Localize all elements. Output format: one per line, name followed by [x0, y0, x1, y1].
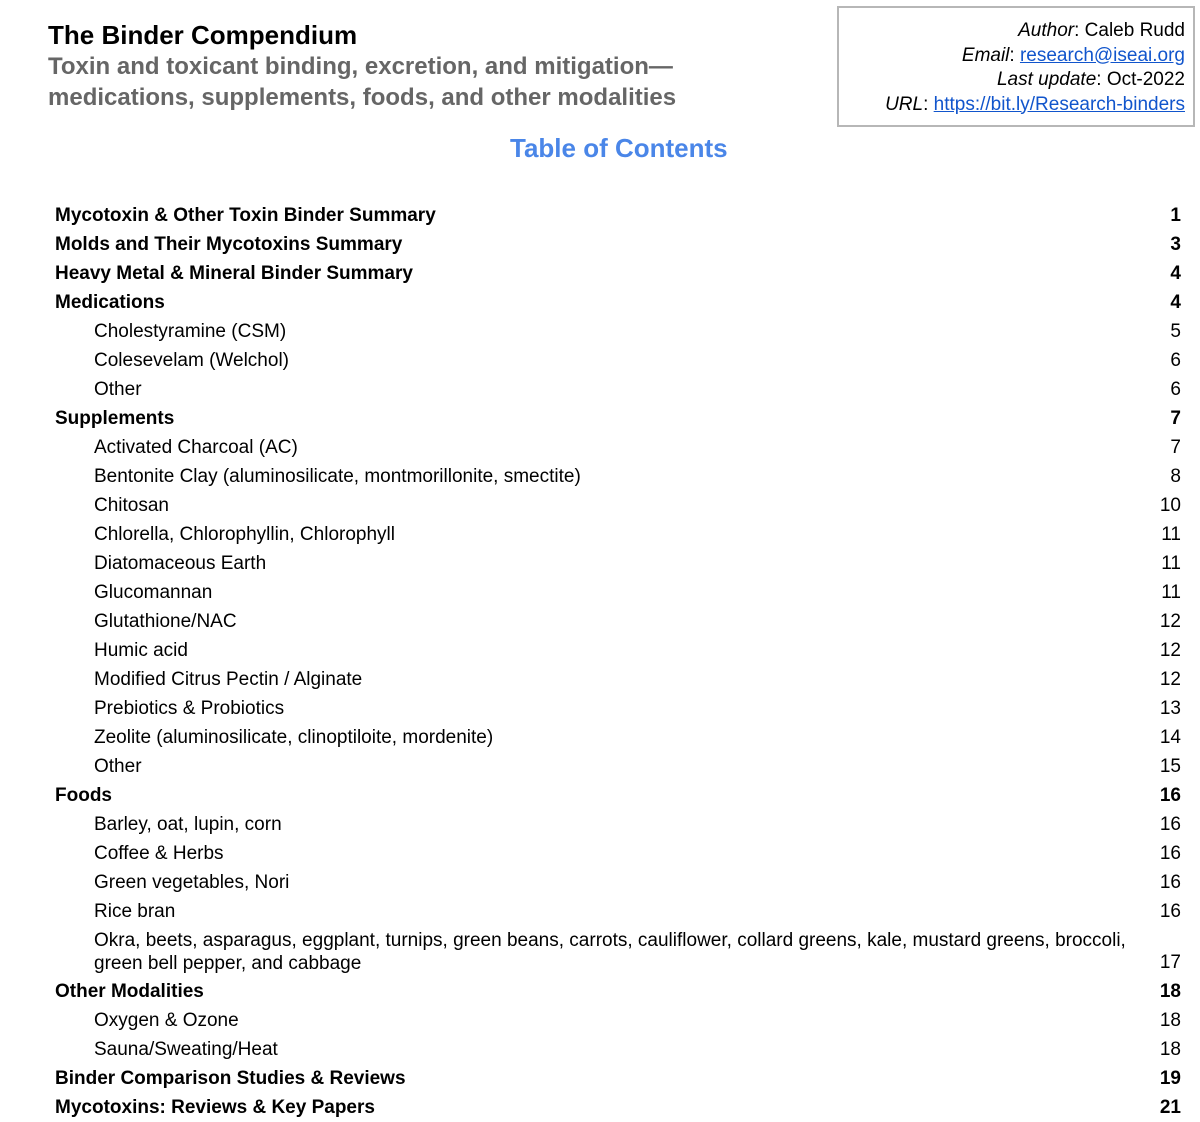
toc-subsection-entry[interactable]: [55, 520, 1181, 549]
toc-entry-page-number: 5: [1170, 321, 1181, 342]
toc-entry-page-number: 8: [1170, 466, 1181, 487]
toc-entry-page-number: 12: [1159, 669, 1181, 690]
author-label: Author: [1018, 20, 1075, 41]
toc-entry-page-number: 12: [1159, 640, 1181, 661]
url-link[interactable]: https://bit.ly/Research-binders: [933, 93, 1185, 115]
table-of-contents: [55, 201, 1181, 1122]
toc-subsection-entry[interactable]: [55, 636, 1181, 665]
toc-subsection-entry[interactable]: [55, 926, 1181, 977]
toc-entry-label: Cholestyramine (CSM): [94, 321, 287, 342]
toc-entry-page-number: 12: [1159, 611, 1181, 632]
toc-entry-page-number: 14: [1159, 727, 1181, 748]
toc-entry-label: Diatomaceous Earth: [94, 553, 267, 574]
toc-entry-label: Other: [94, 379, 142, 400]
toc-entry-page-number: 18: [1159, 1010, 1181, 1031]
toc-subsection-entry[interactable]: [55, 1035, 1181, 1064]
toc-entry-page-number: 11: [1161, 553, 1181, 574]
toc-entry-page-number: 21: [1159, 1097, 1181, 1118]
toc-entry-page-number: 10: [1159, 495, 1181, 516]
toc-entry-page-number: 7: [1170, 437, 1181, 458]
toc-section-entry[interactable]: [55, 781, 1181, 810]
toc-entry-label: Zeolite (aluminosilicate, clinoptiloite, mordenite): [94, 727, 494, 748]
author-colon: :: [1074, 20, 1085, 41]
toc-entry-page-number: 3: [1170, 234, 1181, 255]
toc-entry-page-number: 6: [1170, 379, 1181, 400]
toc-entry-label: Glutathione/NAC: [94, 611, 237, 632]
toc-subsection-entry[interactable]: [55, 433, 1181, 462]
update-label: Last update: [996, 69, 1097, 90]
toc-entry-page-number: 16: [1159, 872, 1181, 893]
toc-entry-label: Coffee & Herbs: [94, 843, 224, 864]
toc-entry-label: Oxygen & Ozone: [94, 1010, 239, 1031]
toc-entry-page-number: 4: [1170, 292, 1181, 313]
toc-entry-label: Other Modalities: [55, 981, 204, 1002]
email-label: Email: [961, 44, 1010, 66]
toc-entry-label: Other: [94, 756, 142, 777]
toc-entry-label: Foods: [55, 785, 112, 806]
toc-entry-label: Mycotoxin & Other Toxin Binder Summary: [55, 205, 436, 226]
url-label: URL: [885, 93, 924, 115]
email-link[interactable]: research@iseai.org: [1019, 44, 1185, 66]
toc-entry-label: Okra, beets, asparagus, eggplant, turnips, green beans, carrots, cauliflower, collard greens, kale, mustard greens, broccoli, green bell pepper, and cabbage: [94, 930, 1126, 974]
toc-entry-page-number: 16: [1159, 785, 1181, 806]
toc-subsection-entry[interactable]: [55, 578, 1181, 607]
toc-entry-page-number: 6: [1170, 350, 1181, 371]
toc-section-entry[interactable]: [55, 404, 1181, 433]
update-colon: :: [1096, 69, 1107, 90]
toc-section-entry[interactable]: [55, 977, 1181, 1006]
toc-entry-page-number: 16: [1159, 814, 1181, 835]
toc-entry-page-number: 18: [1159, 981, 1181, 1002]
toc-entry-page-number: 11: [1161, 582, 1181, 603]
author-line: [839, 19, 1185, 44]
toc-subsection-entry[interactable]: [55, 752, 1181, 781]
toc-entry-label: Chlorella, Chlorophyllin, Chlorophyll: [94, 524, 395, 545]
toc-entry-label: Medications: [55, 292, 165, 313]
toc-entry-label: Activated Charcoal (AC): [94, 437, 298, 458]
toc-entry-label: Humic acid: [94, 640, 188, 661]
toc-entry-page-number: 7: [1170, 408, 1181, 429]
toc-entry-label: Molds and Their Mycotoxins Summary: [55, 234, 403, 255]
author-name: Caleb Rudd: [1084, 20, 1185, 41]
toc-section-entry[interactable]: [55, 201, 1181, 230]
toc-entry-label: Green vegetables, Nori: [94, 872, 290, 893]
toc-entry-label: Barley, oat, lupin, corn: [94, 814, 282, 835]
toc-subsection-entry[interactable]: [55, 549, 1181, 578]
toc-subsection-entry[interactable]: [55, 491, 1181, 520]
document-subtitle: Toxin and toxicant binding, excretion, and mitigation—medications, supplements, foods, and other modalities: [48, 53, 677, 111]
toc-entry-page-number: 4: [1170, 263, 1181, 284]
author-info-box: [837, 6, 1195, 127]
toc-entry-label: Heavy Metal & Mineral Binder Summary: [55, 263, 413, 284]
toc-entry-label: Glucomannan: [94, 582, 213, 603]
update-line: [839, 68, 1185, 93]
toc-entry-label: Supplements: [55, 408, 175, 429]
toc-subsection-entry[interactable]: [55, 694, 1181, 723]
toc-entry-page-number: 16: [1159, 901, 1181, 922]
toc-subsection-entry[interactable]: [55, 346, 1181, 375]
toc-entry-label: Binder Comparison Studies & Reviews: [55, 1068, 406, 1089]
toc-section-entry[interactable]: [55, 288, 1181, 317]
toc-section-entry[interactable]: [55, 1064, 1181, 1093]
toc-entry-page-number: 11: [1161, 524, 1181, 545]
toc-entry-label: Chitosan: [94, 495, 169, 516]
toc-subsection-entry[interactable]: [55, 317, 1181, 346]
toc-subsection-entry[interactable]: [55, 839, 1181, 868]
document-title: The Binder Compendium: [48, 20, 358, 50]
toc-section-entry[interactable]: [55, 259, 1181, 288]
toc-entry-label: Rice bran: [94, 901, 176, 922]
toc-subsection-entry[interactable]: [55, 897, 1181, 926]
toc-section-entry[interactable]: [55, 230, 1181, 259]
email-colon: :: [1009, 44, 1020, 66]
toc-entry-page-number: 15: [1159, 756, 1181, 777]
toc-entry-page-number: 13: [1159, 698, 1181, 719]
toc-heading: Table of Contents: [510, 133, 728, 163]
toc-entry-label: Prebiotics & Probiotics: [94, 698, 285, 719]
toc-entry-page-number: 16: [1159, 843, 1181, 864]
toc-entry-label: Mycotoxins: Reviews & Key Papers: [55, 1097, 375, 1118]
email-line: [839, 44, 1185, 69]
toc-subsection-entry[interactable]: [55, 868, 1181, 897]
url-line: [839, 93, 1185, 118]
toc-entry-label: Modified Citrus Pectin / Alginate: [94, 669, 363, 690]
toc-subsection-entry[interactable]: [55, 462, 1181, 491]
toc-subsection-entry[interactable]: [55, 723, 1181, 752]
toc-entry-page-number: 18: [1159, 1039, 1181, 1060]
toc-subsection-entry[interactable]: [55, 810, 1181, 839]
toc-entry-label: Bentonite Clay (aluminosilicate, montmorillonite, smectite): [94, 466, 581, 487]
toc-entry-page-number: 19: [1159, 1068, 1181, 1089]
toc-entry-page-number: 17: [1159, 952, 1181, 973]
toc-subsection-entry[interactable]: [55, 375, 1181, 404]
toc-subsection-entry[interactable]: [55, 607, 1181, 636]
toc-entry-page-number: 1: [1170, 205, 1181, 226]
toc-section-entry[interactable]: [55, 1093, 1181, 1122]
update-date: Oct-2022: [1106, 69, 1185, 90]
toc-entry-label: Colesevelam (Welchol): [94, 350, 289, 371]
url-colon: :: [923, 93, 934, 115]
toc-subsection-entry[interactable]: [55, 665, 1181, 694]
toc-subsection-entry[interactable]: [55, 1006, 1181, 1035]
toc-entry-label: Sauna/Sweating/Heat: [94, 1039, 278, 1060]
